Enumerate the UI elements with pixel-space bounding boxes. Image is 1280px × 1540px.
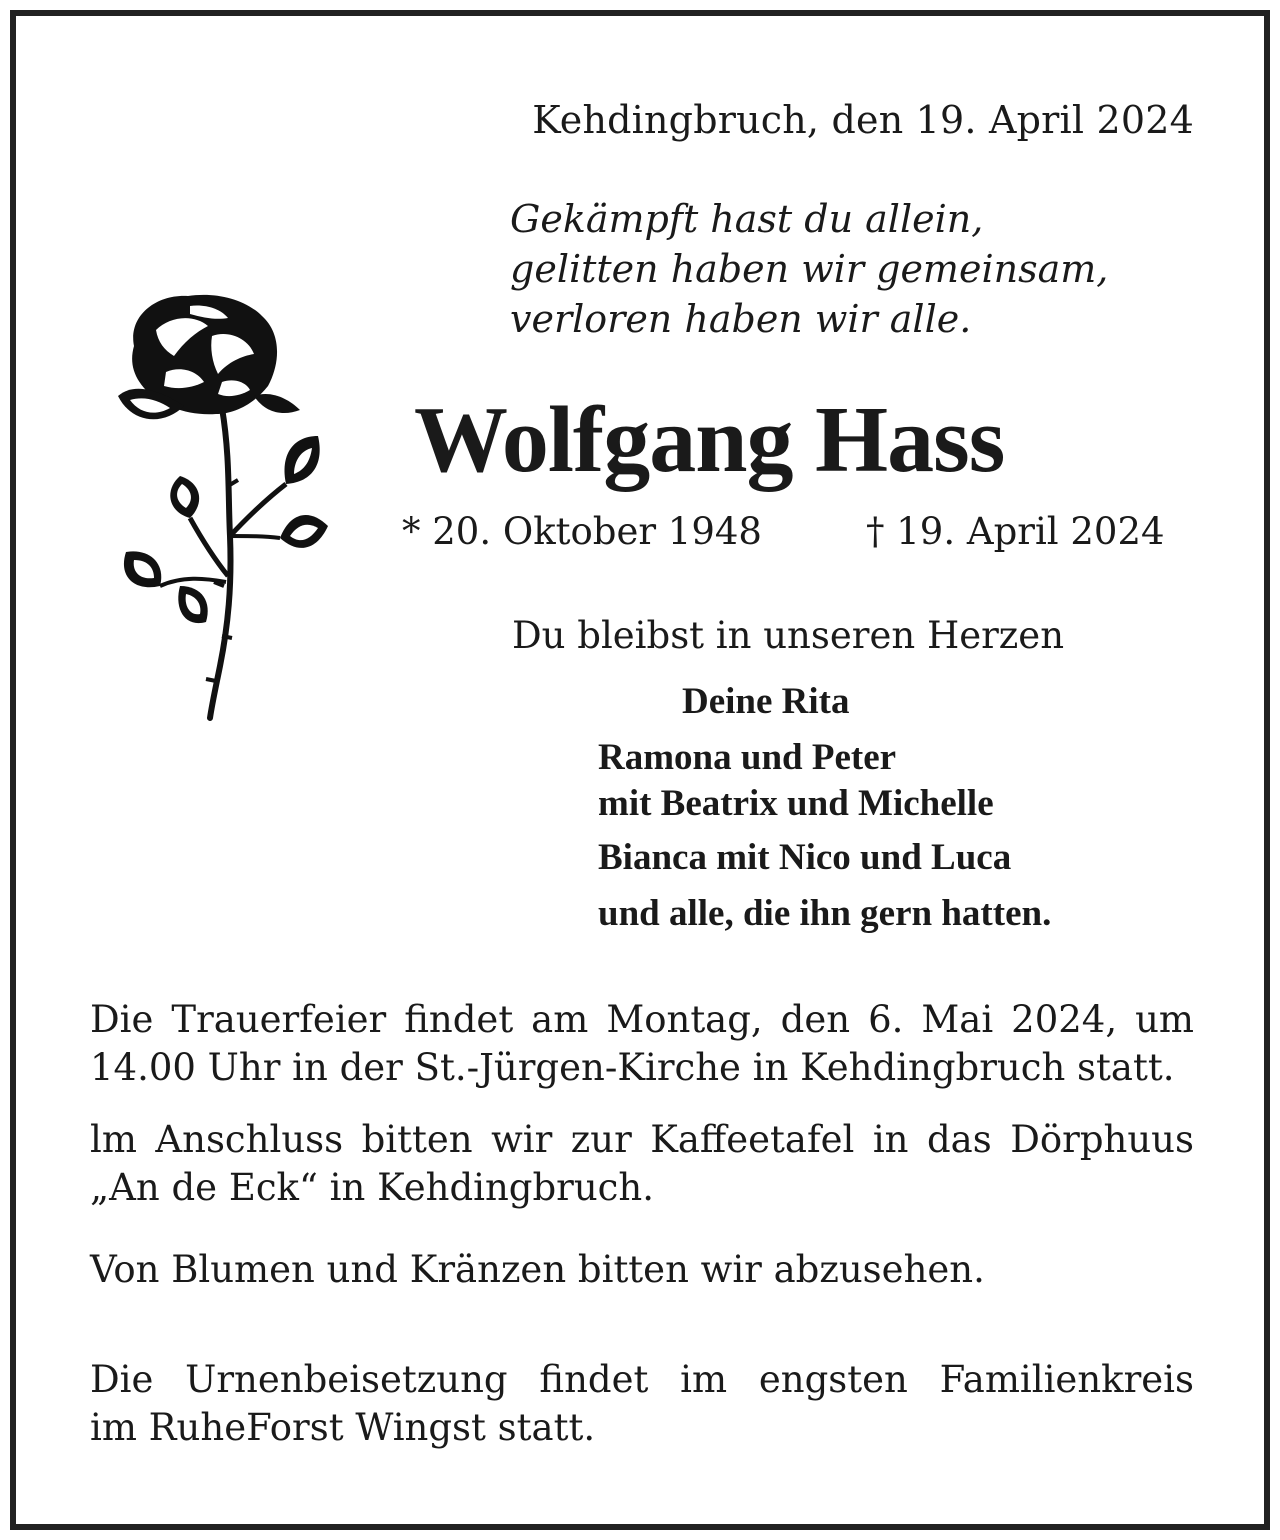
coffee-notice <box>90 1116 1194 1212</box>
signer-line: mit Beatrix und Michelle <box>598 783 994 824</box>
signer-line: und alle, die ihn gern hatten. <box>598 893 1052 934</box>
coffee-line: lm Anschluss bitten wir zur Kaffeetafel in das Dörphuus <box>90 1118 1194 1161</box>
poem-line: gelitten haben wir gemeinsam, <box>510 247 1109 291</box>
signer-line: Deine Rita <box>682 681 850 722</box>
funeral-line: 14.00 Uhr in der St.-Jürgen-Kirche in Kehdingbruch statt. <box>90 1046 1175 1089</box>
place-date: Kehdingbruch, den 19. April 2024 <box>532 98 1194 142</box>
funeral-notice <box>90 996 1194 1092</box>
poem-line: verloren haben wir alle. <box>510 297 972 341</box>
signer-line: Ramona und Peter <box>598 737 897 778</box>
birth-date: * 20. Oktober 1948 <box>402 510 762 553</box>
death-date: † 19. April 2024 <box>866 510 1165 553</box>
rose-icon <box>104 286 334 726</box>
urn-notice <box>90 1356 1194 1452</box>
flowers-line: Von Blumen und Kränzen bitten wir abzusehen. <box>90 1248 985 1291</box>
urn-line: im RuheForst Wingst statt. <box>90 1406 596 1449</box>
flowers-notice <box>90 1246 1194 1294</box>
obituary-notice <box>10 10 1270 1530</box>
signer-line: Bianca mit Nico und Luca <box>598 837 1012 878</box>
poem <box>510 194 1108 344</box>
farewell-line: Du bleibst in unseren Herzen <box>512 614 1065 657</box>
coffee-line: „An de Eck“ in Kehdingbruch. <box>90 1166 654 1209</box>
funeral-line: Die Trauerfeier findet am Montag, den 6. Mai 2024, um <box>90 998 1194 1041</box>
deceased-name: Wolfgang Hass <box>414 388 1005 492</box>
urn-line: Die Urnenbeisetzung findet im engsten Familienkreis <box>90 1358 1194 1401</box>
poem-line: Gekämpft hast du allein, <box>510 197 984 241</box>
